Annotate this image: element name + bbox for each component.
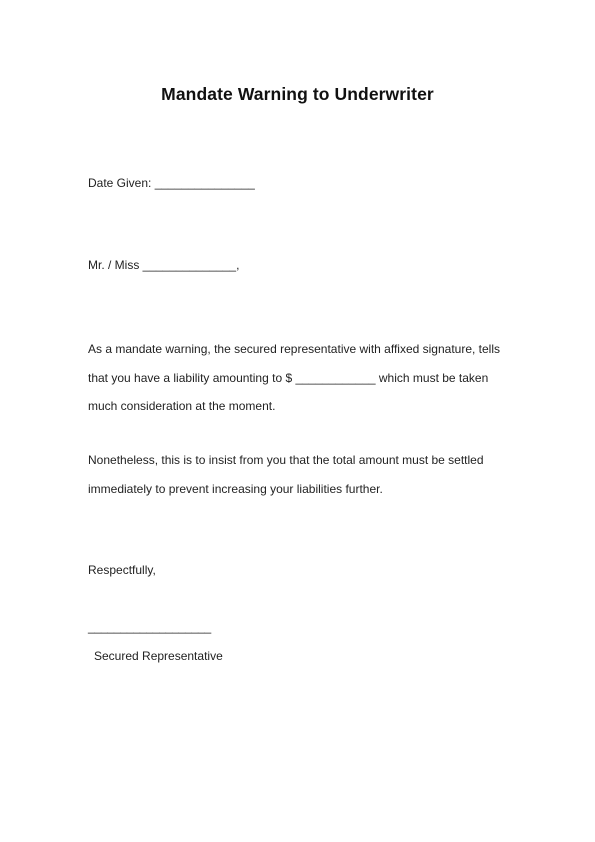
signature-line: ___________________ [88,620,212,634]
paragraph-2-line-2: immediately to prevent increasing your liabilities further. [88,482,383,496]
paragraph-1-line-2: that you have a liability amounting to $ ____________ which must be taken [88,371,489,385]
addressee-line: Mr. / Miss ______________, [88,258,240,272]
document-title: Mandate Warning to Underwriter [161,84,434,104]
signature-title: Secured Representative [94,649,223,663]
paragraph-2-line-1: Nonetheless, this is to insist from you that the total amount must be settled [88,453,484,467]
paragraph-1-line-3: much consideration at the moment. [88,399,276,413]
closing-salutation: Respectfully, [88,563,156,577]
paragraph-1-line-1: As a mandate warning, the secured representative with affixed signature, tells [88,342,501,356]
date-given-line: Date Given: _______________ [88,176,255,190]
